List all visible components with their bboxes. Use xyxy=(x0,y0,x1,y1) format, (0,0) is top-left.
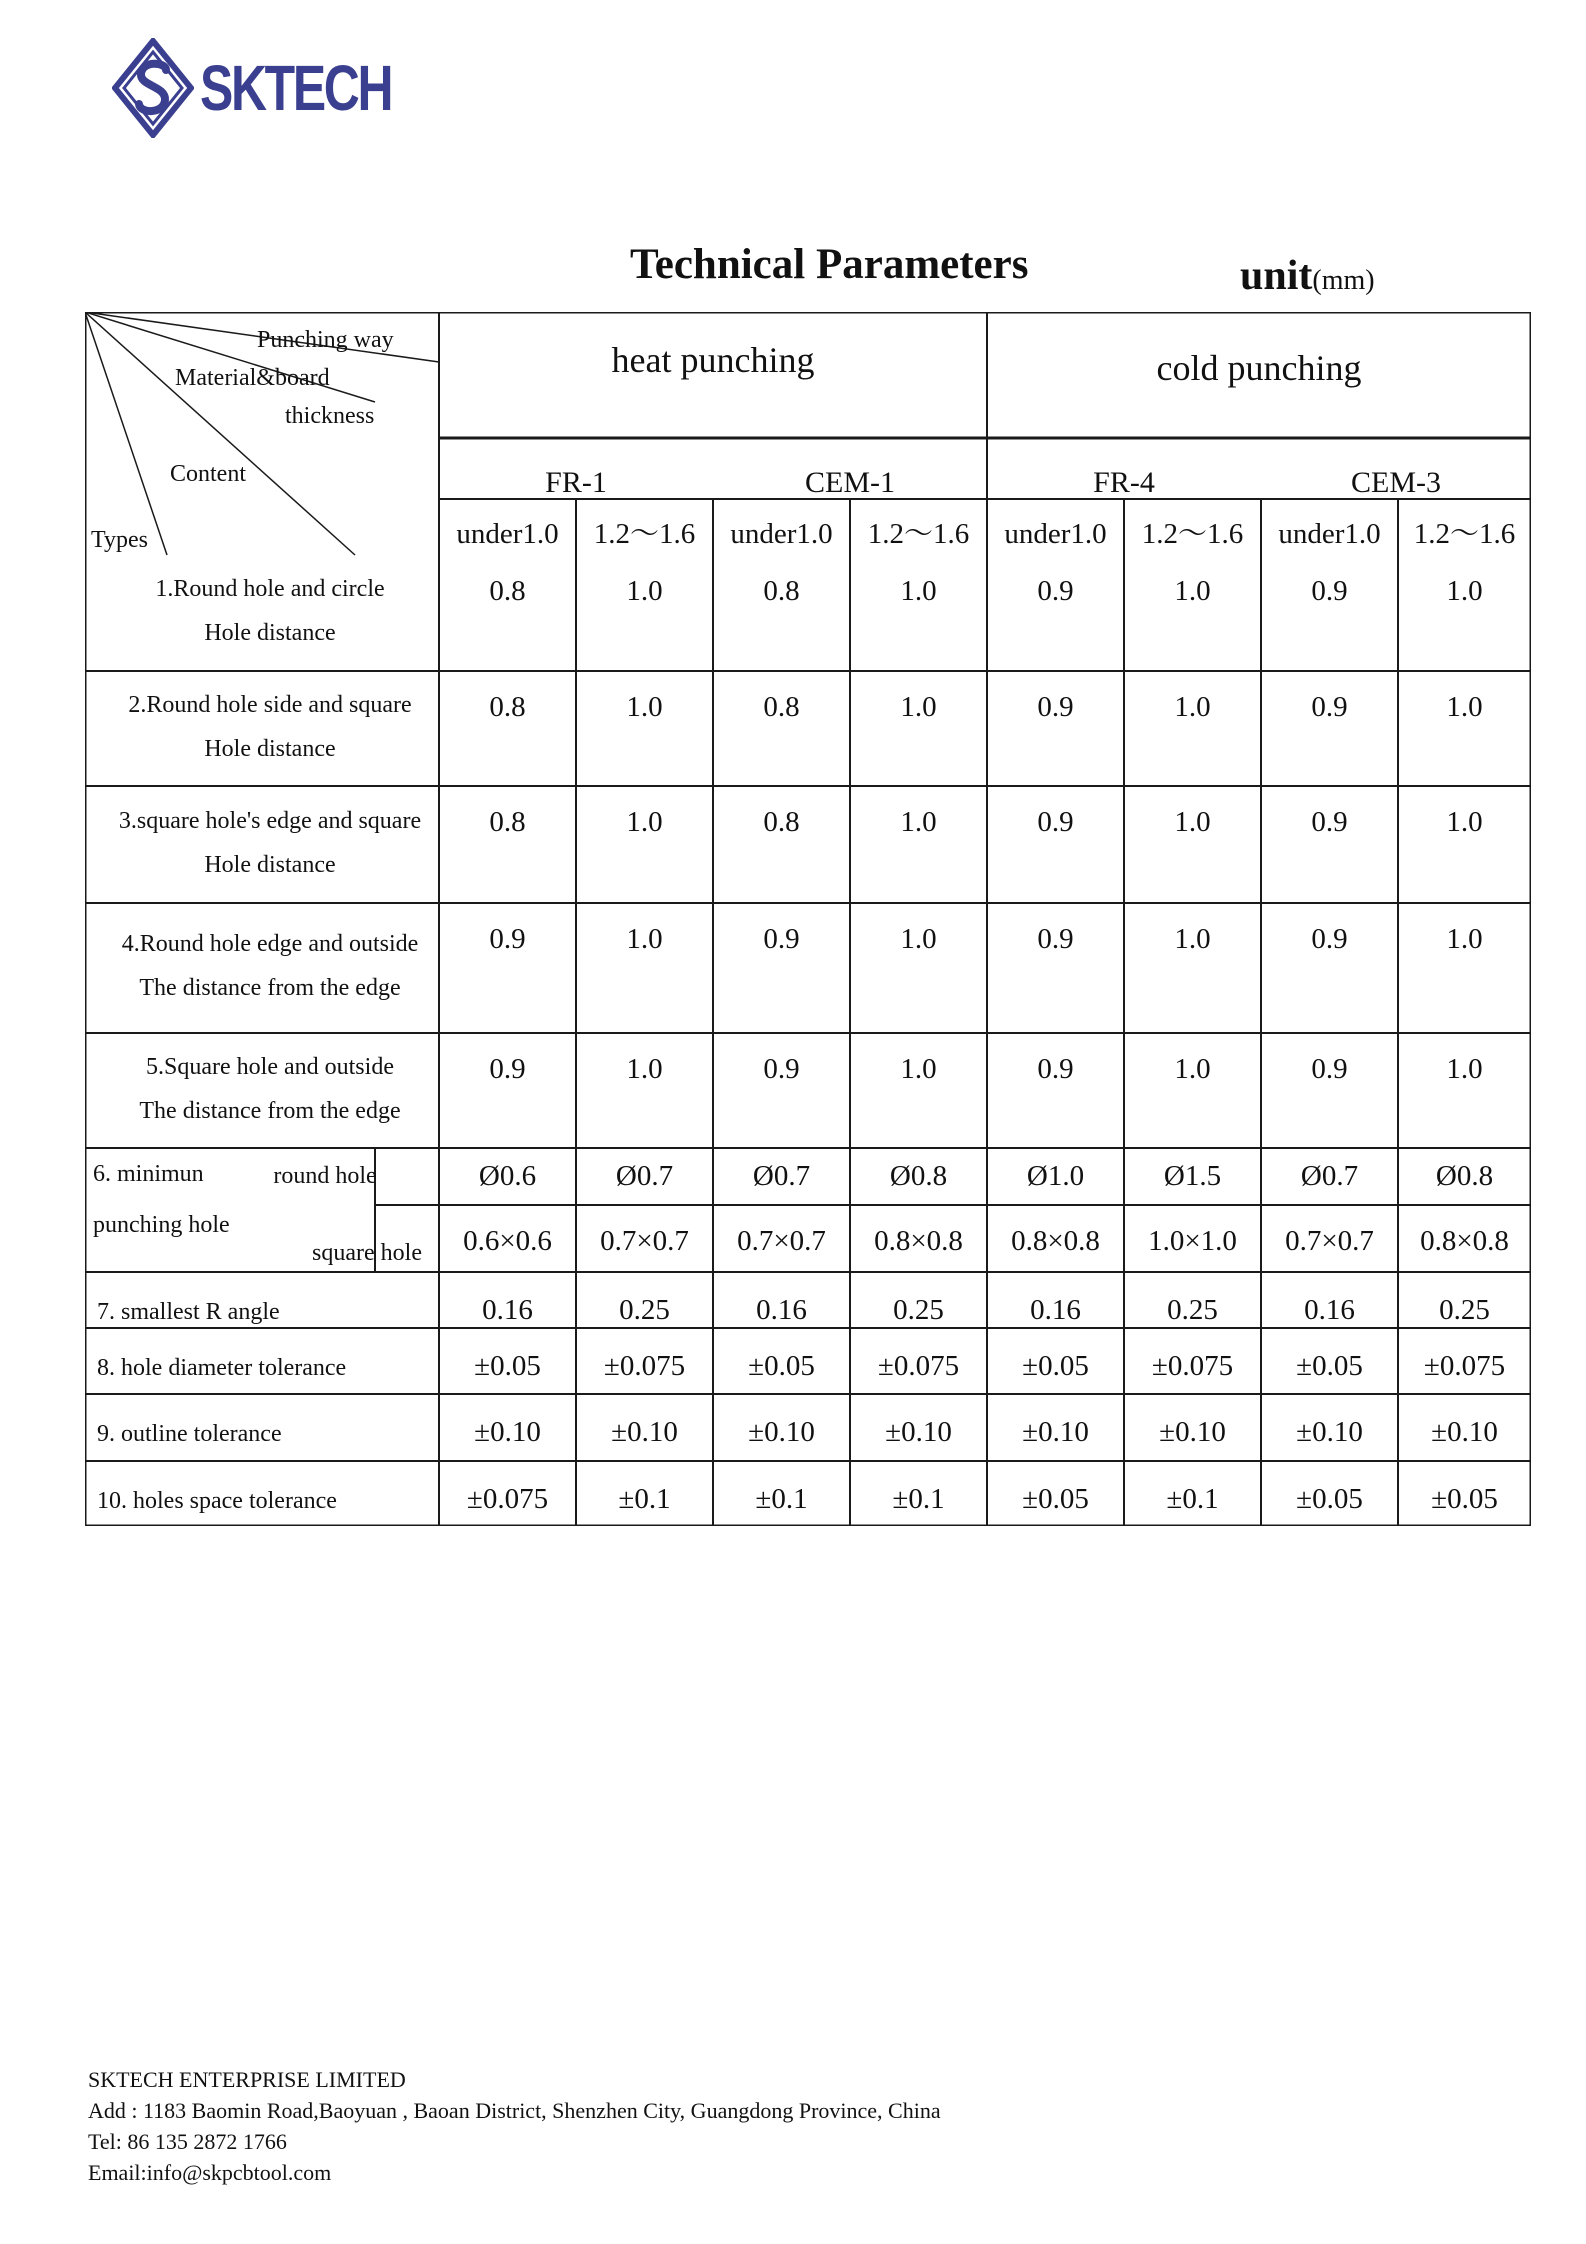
square-hole-label: square hole xyxy=(312,1240,422,1266)
table-cell: 1.0 xyxy=(900,1053,937,1085)
footer-company: SKTECH ENTERPRISE LIMITED xyxy=(88,2067,406,2092)
table-cell: 0.25 xyxy=(1439,1294,1490,1326)
thickness-header: 1.2～1.6 xyxy=(1141,518,1244,550)
table-cell: 0.9 xyxy=(1037,691,1074,723)
thickness-header: under1.0 xyxy=(730,518,833,550)
row-label: 10. holes space tolerance xyxy=(97,1488,337,1514)
table-cell: 1.0 xyxy=(900,691,937,723)
table-cell: ±0.10 xyxy=(748,1416,815,1448)
table-cell: 0.8 xyxy=(763,691,800,723)
table-cell: Ø0.7 xyxy=(615,1160,674,1192)
method-heat-punching: heat punching xyxy=(611,340,815,380)
table-cell: 1.0 xyxy=(1446,575,1483,607)
table-cell: ±0.1 xyxy=(618,1483,671,1515)
table-cell: 0.6×0.6 xyxy=(463,1225,552,1257)
table-cell: ±0.05 xyxy=(474,1350,541,1382)
table-cell: 0.9 xyxy=(489,923,526,955)
table-cell: 0.9 xyxy=(1311,575,1348,607)
thickness-header: under1.0 xyxy=(1278,518,1381,550)
table-cell: 1.0 xyxy=(1446,1053,1483,1085)
unit-label xyxy=(1240,252,1375,300)
table-cell: 0.25 xyxy=(893,1294,944,1326)
round-hole-label: round hole xyxy=(273,1163,377,1189)
table-cell: ±0.10 xyxy=(611,1416,678,1448)
table-cell: 1.0 xyxy=(626,806,663,838)
table-cell: 0.7×0.7 xyxy=(737,1225,826,1257)
table-cell: ±0.10 xyxy=(1159,1416,1226,1448)
table-cell: ±0.10 xyxy=(1022,1416,1089,1448)
row-label: 6. minimun xyxy=(93,1161,204,1187)
material-header: FR-4 xyxy=(1093,466,1155,499)
table-cell: 0.9 xyxy=(763,923,800,955)
thickness-header: 1.2～1.6 xyxy=(1413,518,1516,550)
table-cell: 1.0 xyxy=(1446,923,1483,955)
table-cell: ±0.10 xyxy=(474,1416,541,1448)
table-cell: 0.9 xyxy=(1037,1053,1074,1085)
table-cell: 1.0 xyxy=(1174,923,1211,955)
table-cell: Ø0.6 xyxy=(478,1160,537,1192)
row-label: 2.Round hole side and square xyxy=(128,691,412,718)
table-cell: 0.8×0.8 xyxy=(1011,1225,1100,1257)
table-cell: ±0.05 xyxy=(1022,1483,1089,1515)
footer-tel: Tel: 86 135 2872 1766 xyxy=(88,2129,287,2154)
row-label: Hole distance xyxy=(204,735,336,762)
row-label: punching hole xyxy=(93,1212,230,1238)
material-header: CEM-3 xyxy=(1351,466,1441,499)
thickness-header: 1.2～1.6 xyxy=(593,518,696,550)
table-cell: 0.9 xyxy=(763,1053,800,1085)
table-cell: ±0.10 xyxy=(885,1416,952,1448)
material-header: CEM-1 xyxy=(805,466,895,499)
unit-text: unit xyxy=(1240,253,1313,299)
technical-parameters-table xyxy=(85,312,1531,1526)
table-cell: Ø0.8 xyxy=(1435,1160,1494,1192)
table-cell: 1.0×1.0 xyxy=(1148,1225,1237,1257)
table-cell: 1.0 xyxy=(626,691,663,723)
table-cell: 1.0 xyxy=(1174,806,1211,838)
material-header: FR-1 xyxy=(545,466,607,499)
company-logo xyxy=(112,36,445,140)
sktech-s-logo-icon xyxy=(112,38,194,138)
footer-address: Add : 1183 Baomin Road,Baoyuan , Baoan District, Shenzhen City, Guangdong Province, China xyxy=(88,2098,941,2123)
table-cell: ±0.05 xyxy=(1431,1483,1498,1515)
table-cell: Ø1.0 xyxy=(1026,1160,1085,1192)
table-cell: 0.9 xyxy=(1311,806,1348,838)
table-cell: 1.0 xyxy=(1174,691,1211,723)
table-cell: 0.8 xyxy=(489,806,526,838)
table-cell: 0.8 xyxy=(763,575,800,607)
table-cell: 1.0 xyxy=(626,1053,663,1085)
table-cell: ±0.075 xyxy=(466,1483,549,1515)
table-cell: 1.0 xyxy=(900,806,937,838)
footer xyxy=(88,2064,941,2188)
table-cell: ±0.075 xyxy=(1151,1350,1234,1382)
table-cell: ±0.1 xyxy=(1166,1483,1219,1515)
table-cell: ±0.075 xyxy=(603,1350,686,1382)
row-label: Hole distance xyxy=(204,620,336,646)
table-cell: 1.0 xyxy=(1174,575,1211,607)
page-title: Technical Parameters xyxy=(630,241,1029,288)
table-cell: 0.25 xyxy=(1167,1294,1218,1326)
unit-suffix: (mm) xyxy=(1312,265,1375,296)
table-cell: ±0.10 xyxy=(1296,1416,1363,1448)
table-cell: 0.9 xyxy=(1037,923,1074,955)
table-cell: 1.0 xyxy=(1174,1053,1211,1085)
row-label: 7. smallest R angle xyxy=(97,1299,280,1325)
row-label: 1.Round hole and circle xyxy=(155,576,385,602)
table-cell: 0.9 xyxy=(1311,691,1348,723)
row-label: 8. hole diameter tolerance xyxy=(97,1355,347,1381)
table-cell: ±0.1 xyxy=(755,1483,808,1515)
table-cell: 0.16 xyxy=(1304,1294,1355,1326)
table-cell: 1.0 xyxy=(1446,691,1483,723)
table-cell: 1.0 xyxy=(900,575,937,607)
row-label: 5.Square hole and outside xyxy=(146,1053,394,1080)
table-cell: Ø0.7 xyxy=(1300,1160,1359,1192)
table-cell: ±0.05 xyxy=(1296,1483,1363,1515)
method-cold-punching: cold punching xyxy=(1156,348,1362,388)
row-label: 4.Round hole edge and outside xyxy=(121,931,419,957)
table-cell: 0.8 xyxy=(489,575,526,607)
table-cell: 0.8 xyxy=(763,806,800,838)
table-cell: ±0.10 xyxy=(1431,1416,1498,1448)
row-label: 9. outline tolerance xyxy=(97,1421,282,1447)
corner-punching-way: Punching way xyxy=(257,327,394,353)
table-cell: Ø0.8 xyxy=(889,1160,948,1192)
table-cell: ±0.075 xyxy=(1423,1350,1506,1382)
row-label: The distance from the edge xyxy=(139,1097,401,1124)
table-cell: 0.9 xyxy=(1037,806,1074,838)
thickness-header: under1.0 xyxy=(456,518,559,550)
table-cell: ±0.05 xyxy=(748,1350,815,1382)
table-cell: 1.0 xyxy=(900,923,937,955)
table-cell: ±0.1 xyxy=(892,1483,945,1515)
table-cell: 0.16 xyxy=(482,1294,533,1326)
row-label: Hole distance xyxy=(204,851,336,878)
table-cell: 0.9 xyxy=(1311,1053,1348,1085)
corner-material-board: Material&board xyxy=(175,365,330,391)
row-label: 3.square hole's edge and square xyxy=(118,807,422,834)
corner-content: Content xyxy=(170,461,246,487)
table-cell: 1.0 xyxy=(626,575,663,607)
corner-types: Types xyxy=(91,527,148,553)
table-cell: 1.0 xyxy=(1446,806,1483,838)
row-label: The distance from the edge xyxy=(139,975,401,1001)
table-cell: 0.16 xyxy=(1030,1294,1081,1326)
table-cell: 0.7×0.7 xyxy=(1285,1225,1374,1257)
footer-email: Email:info@skpcbtool.com xyxy=(88,2160,332,2185)
table-cell: 0.8×0.8 xyxy=(1420,1225,1509,1257)
table-cell: ±0.05 xyxy=(1022,1350,1089,1382)
table-cell: ±0.05 xyxy=(1296,1350,1363,1382)
table-cell: 0.8 xyxy=(489,691,526,723)
table-cell: 0.25 xyxy=(619,1294,670,1326)
table-cell: 0.7×0.7 xyxy=(600,1225,689,1257)
table-cell: 0.9 xyxy=(489,1053,526,1085)
table-cell: 0.16 xyxy=(756,1294,807,1326)
table-cell: 0.9 xyxy=(1311,923,1348,955)
thickness-header: 1.2～1.6 xyxy=(867,518,970,550)
table-cell: Ø0.7 xyxy=(752,1160,811,1192)
thickness-header: under1.0 xyxy=(1004,518,1107,550)
corner-thickness: thickness xyxy=(285,403,375,429)
table-cell: ±0.075 xyxy=(877,1350,960,1382)
table-cell: 0.9 xyxy=(1037,575,1074,607)
logo-text: SKTECH xyxy=(200,52,392,124)
table-cell: 0.8×0.8 xyxy=(874,1225,963,1257)
table-cell: Ø1.5 xyxy=(1163,1160,1222,1192)
table-cell: 1.0 xyxy=(626,923,663,955)
